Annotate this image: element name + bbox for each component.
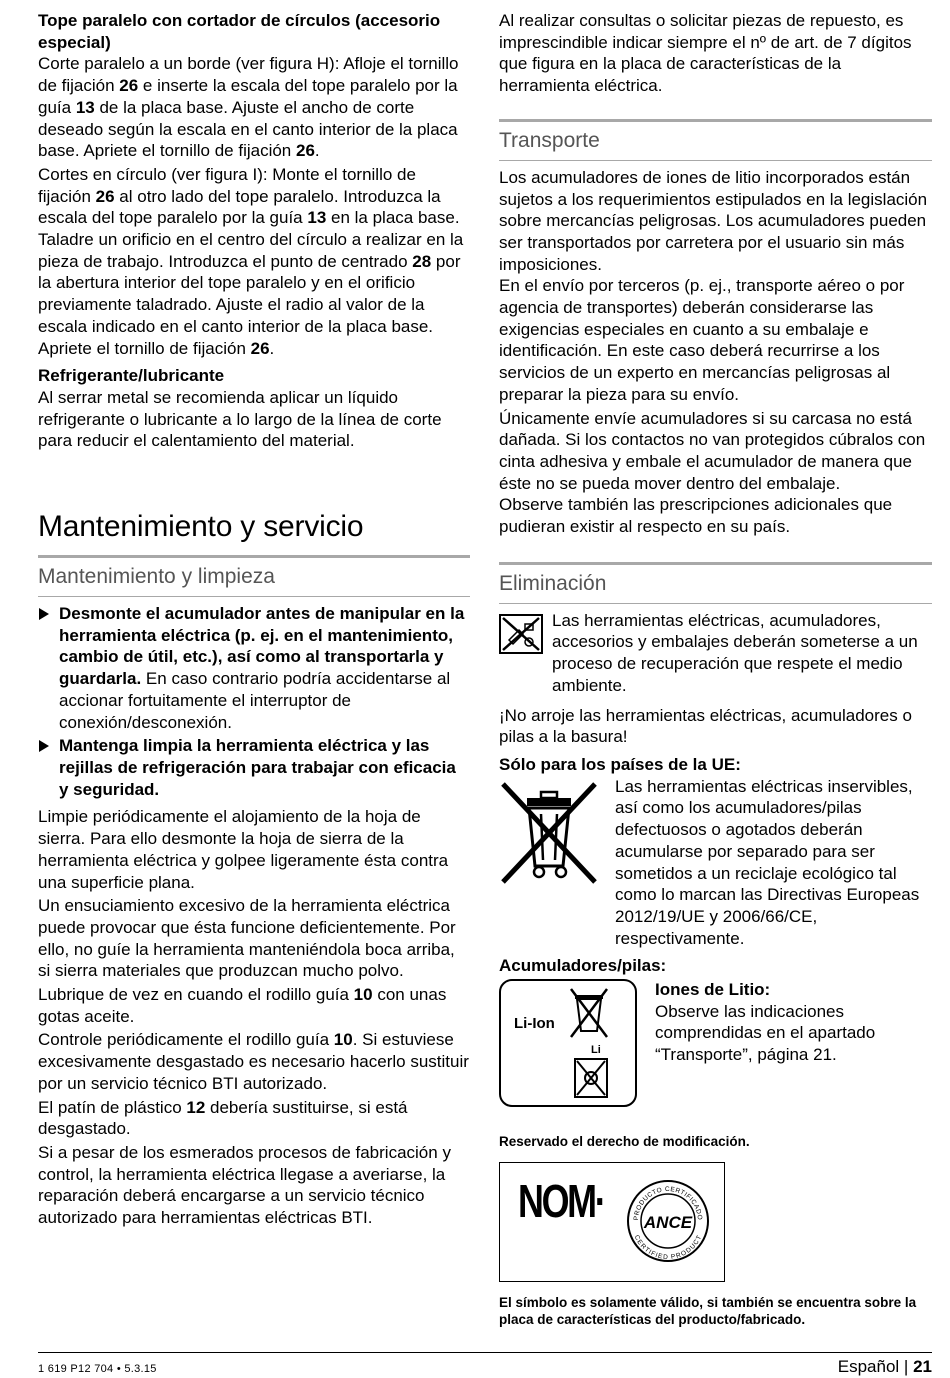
main-section-title: Mantenimiento y servicio	[38, 510, 364, 544]
paragraph: Limpie periódicamente el alojamiento de la hoja de sierra. Para ello desmonte la hoja de sierra de la herramienta eléctrica y golpee ligeramente ésta contra una superficie plana.	[38, 807, 449, 892]
left-column	[38, 10, 470, 1231]
ance-ring-bottom: CERTIFIED PRODUCT	[632, 1234, 704, 1262]
weee-paragraph: Las herramientas eléctricas inservibles, así como los acumuladores/pilas defectuosos o agotados deberán acumularse por separado para ser sometidos a un reciclaje ecológico tal como lo marcan las Directivas Europeas 2012/19/UE y 2006/66/CE, respectivamente.	[615, 776, 920, 948]
nom-ance-logo-box	[499, 1162, 725, 1282]
li-ion-label: Li-Ion	[514, 1015, 555, 1033]
recycling-paragraph: Las herramientas eléctricas, acumuladores, accesorios y embalajes deberán someterse a un proceso de recuperación que respete el medio ambiente.	[552, 610, 918, 695]
bullet-triangle-icon	[39, 740, 49, 752]
page-number: 21	[913, 1357, 932, 1376]
battery-row	[499, 979, 932, 1107]
simbolo-note: El símbolo es solamente válido, si también se encuentra sobre la placa de características del producto/fabricado.	[499, 1295, 917, 1328]
li-ion-disposal-icon	[499, 979, 637, 1107]
ance-seal-icon	[626, 1179, 710, 1263]
section-title-eliminacion: Eliminación	[499, 562, 932, 604]
paragraph: Controle periódicamente el rodillo guía 10. Si estuviese excesivamente desgastado es necesario hacerlo sustituir por un servicio técnico BTI autorizado.	[38, 1030, 469, 1093]
bullet-item: Desmonte el acumulador antes de manipular en la herramienta eléctrica (p. ej. en el mantenimiento, cambio de útil, etc.), así como al transportarla y guardarla. En caso contrario podría accidentarse al accionar fortuitamente el interruptor de conexión/desconexión.	[38, 603, 470, 733]
iones-block	[655, 979, 932, 1068]
crossed-bin-icon	[499, 780, 599, 892]
cortes-circulo-paragraph: Cortes en círculo (ver figura I): Monte el tornillo de fijación 26 al otro lado del tope paralelo. Introduzca la escala del tope paralelo por la guía 13 en la placa base. Taladre un orificio en el centro del círculo a realizar en la pieza de trabajo. Introduzca el punto de centrado 28 por la abertura interior del tope paralelo y en el orificio previamente taladrado. Ajuste el radio al valor de la escala indicado en el canto interior de la placa base. Apriete el tornillo de fijación 26.	[38, 164, 464, 358]
bullet-triangle-icon	[39, 608, 49, 620]
paragraph: El patín de plástico 12 debería sustituirse, si está desgastado.	[38, 1097, 408, 1139]
page-footer	[38, 1352, 932, 1377]
li-label: Li	[591, 1044, 601, 1057]
paragraph: ¡No arroje las herramientas eléctricas, acumuladores o pilas a la basura!	[499, 705, 912, 747]
paragraph: En el envío por terceros (p. ej., transporte aéreo o por agencia de transportes) deberán considerarse las exigencias especiales en cuanto a su embalaje e identificación. En este caso deberá recurrirse a los servicios de un experto en mercancías peligrosas al preparar la pieza para su envío.	[499, 276, 905, 404]
language-label: Español	[837, 1357, 900, 1376]
iones-paragraph: Observe las indicaciones comprendidas en el apartado “Transporte”, página 21.	[655, 1001, 876, 1065]
paragraph: Un ensuciamiento excesivo de la herramienta eléctrica puede provocar que ésta funcione deficientemente. Por ello, no guíe la herramienta manteniéndola boca arriba, si sierra materiales que produzcan mucho polvo.	[38, 896, 456, 981]
recycling-row	[499, 610, 932, 699]
consultas-paragraph: Al realizar consultas o solicitar piezas de repuesto, es imprescindible indicar siempre el nº de art. de 7 dígitos que figura en la placa de características de la herramienta eléctrica.	[499, 11, 912, 96]
ue-heading: Sólo para los países de la UE:	[499, 754, 741, 774]
ance-ring-top: PRODUCTO CERTIFICADO	[632, 1185, 704, 1221]
bullet-item: Mantenga limpia la herramienta eléctrica y las rejillas de refrigeración para trabajar con eficacia y seguridad.	[38, 735, 470, 800]
refrigerante-paragraph: Al serrar metal se recomienda aplicar un líquido refrigerante o lubricante a lo largo de la línea de corte para reducir el calentamiento del material.	[38, 387, 442, 451]
right-column	[499, 10, 932, 1330]
nom-logo: NOM·	[518, 1175, 605, 1228]
acumuladores-heading: Acumuladores/pilas:	[499, 956, 667, 976]
weee-row	[499, 776, 932, 952]
ance-text: ANCE	[643, 1213, 693, 1233]
refrigerante-heading: Refrigerante/lubricante	[38, 366, 225, 386]
section-title-transporte: Transporte	[499, 119, 932, 161]
iones-heading: Iones de Litio:	[655, 980, 771, 1000]
paragraph: Los acumuladores de iones de litio incorporados están sujetos a los requerimientos estipulados en la legislación sobre mercancías peligrosas. Los acumuladores pueden ser transportados por carretera por el usuario sin más imposiciones.	[499, 167, 928, 274]
paragraph: Únicamente envíe acumuladores si su carcasa no está dañada. Si los contactos no van protegidos cúbralos con cinta adhesiva y embale el acumulador de manera que éste no se pueda mover dentro del embalaje.	[499, 408, 926, 493]
corte-paralelo-paragraph: Corte paralelo a un borde (ver figura H): Afloje el tornillo de fijación 26 e inserte la escala del tope paralelo por la guía 13 de la placa base. Ajuste el ancho de corte deseado según la escala en el canto interior de la placa base. Apriete el tornillo de fijación 26.	[38, 54, 459, 161]
paragraph: Observe también las prescripciones adicionales que pudieran existir al respecto en su país.	[499, 495, 893, 537]
reservado-note: Reservado el derecho de modificación.	[499, 1134, 750, 1150]
page-info: Español | 21	[837, 1357, 932, 1376]
no-dispose-tools-icon	[499, 614, 543, 660]
section-title-mantenimiento: Mantenimiento y limpieza	[38, 555, 470, 597]
paragraph: Si a pesar de los esmerados procesos de fabricación y control, la herramienta eléctrica llegase a averiarse, la reparación deberá encargarse a un servicio técnico autorizado para herramientas eléctricas BTI.	[38, 1142, 451, 1228]
tope-heading: Tope paralelo con cortador de círculos (accesorio especial)	[38, 11, 441, 52]
paragraph: Lubrique de vez en cuando el rodillo guía 10 con unas gotas aceite.	[38, 985, 447, 1026]
doc-code: 1 619 P12 704 • 5.3.15	[38, 1363, 157, 1375]
